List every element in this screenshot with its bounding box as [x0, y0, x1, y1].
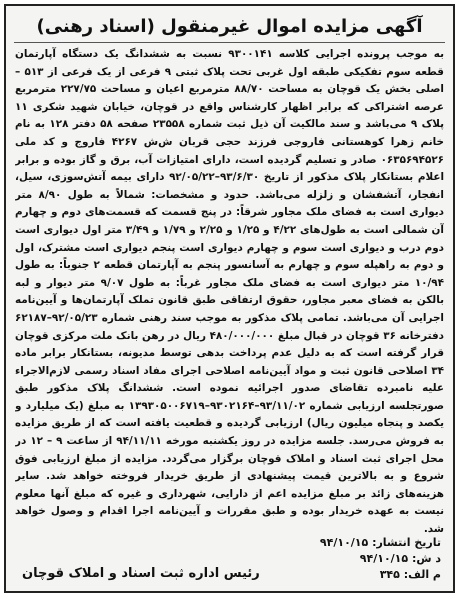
- reference-number: م الف: ۳۴۵: [379, 568, 441, 581]
- notice-body: [15, 46, 444, 535]
- publication-meta: [320, 535, 441, 583]
- notice-footer: [14, 535, 445, 585]
- notice-header: [14, 10, 445, 43]
- second-date: د ش: ۹۴/۱۰/۱۵: [359, 552, 441, 565]
- notice-title: آگهی مزایده اموال غیرمنقول (اسناد رهنی): [36, 15, 423, 37]
- publish-date: تاریخ انتشار: ۹۴/۱۰/۱۵: [319, 536, 441, 549]
- signature: رئیس اداره ثبت اسناد و املاک قوچان: [22, 566, 260, 581]
- notice-frame: [4, 4, 455, 593]
- notice-body-text: به موجب پرونده اجرایی کلاسه ۹۳۰۰۱۴۱ نسبت به ششدانگ یک دستگاه آپارتمان قطعه سوم تفکیکی طبقه اول غربی تحت پلاک ثبتی ۹ فرعی از یک فرعی از ۵۱۳ – اصلی بخش یک قوچان به مساحت ۸۸/۷۰ مترمربع اعیان و مساحت ۲۲۷/۷۵ مترمربع عرصه اشتراکی که برابر اظهار کارشناس واقع در قوچان، خیابان شهید شکری ۱۱ پلاک ۹ می‌باشد و سند مالکیت آن ذیل ثبت شماره ۲۳۵۵۸ صفحه ۵۸ دفتر ۱۲۸ به نام خانم زهرا کوهستانی فاروجی فرزند حجی قربان ش‌ش ۴۲۶۷ فاروج و کد ملی ۰۶۳۵۶۹۴۵۲۶ صادر و تسلیم گردیده است، دارای امتیازات آب، برق و گاز بوده و برابر اعلام بستانکار پلاک مذکور از تاریخ ۹۳/۶/۳۰–۹۲/۰۵/۲۲ دارای بیمه آتش‌سوزی، سیل، انفجار، آتشفشان و زلزله می‌باشد. حدود و مشخصات: شمالاً به طول ۸/۹۰ متر دیواری است به فضای ملک مجاور شرقاً: در پنج قسمت که قسمت‌های دوم و چهارم آن شمالی است به طول‌های ۴/۲۲ و ۱/۲۵ و ۲/۲۵ و ۱/۷۹ و ۳/۴۹ متر اول دیواری است دوم درب و دیواری است سوم و چهارم دیواری است پنجم دیواری است مشترک، اول و دوم به راهپله سوم و چهارم به آسانسور پنجم به آپارتمان قطعه ۲ جنوباً: به طول ۱۰/۹۴ متر دیواری است به فضای ملک مجاور غرباً: به طول ۹/۰۷ متر دیوار و لبه بالکن به فضای معبر مجاور، حقوق ارتفاقی طبق قانون تملک آپارتمان‌ها و آیین‌نامه اجرایی آن می‌باشد. تمامی پلاک مذکور به موجب سند رهنی شماره ۹۲/۰۵/۲۳–۶۲۱۸۷ دفترخانه ۳۶ قوچان در قبال مبلغ ۴۸۰/۰۰۰/۰۰۰ ریال در رهن بانک ملت مرکزی قوچان قرار گرفته است که به دلیل عدم پرداخت بدهی توسط مدیونه، بستانکار برابر ماده ۳۴ اصلاحی قانون ثبت و مواد آیین‌نامه اصلاحی اجرای مفاد اسناد رسمی لازم‌الاجراء علیه نامبرده تقاضای صدور اجرائیه نموده است. ششدانگ پلاک مذکور طبق صورتجلسه ارزیابی شماره ۹۳/۱۱/۰۲–۹۳۰۲۱۶۴–۱۳۹۳۰۵۰۰۶۷۱۹ به مبلغ (یک میلیارد و یکصد و پنجاه میلیون ریال) ارزیابی گردیده و قطعیت یافته است که از طریق مزایده به فروش می‌رسد. جلسه مزایده در روز یکشنبه مورخه ۹۴/۱۱/۱۱ از ساعت ۹ – ۱۲ در محل اجرای ثبت اسناد و املاک قوچان برگزار می‌گردد. مزایده از مبلغ ارزیابی فوق شروع و به بالاترین قیمت پیشنهادی از طریق خریدار فروخته خواهد شد. سایر هزینه‌های زائد بر مبلغ مزایده اعم از دارایی، شهرداری و غیره که مبلغ آنها معلوم نیست به عهده خریدار بوده و طبق مقررات و آیین‌نامه اجرا اقدام و وصول خواهد شد.: [15, 48, 444, 535]
